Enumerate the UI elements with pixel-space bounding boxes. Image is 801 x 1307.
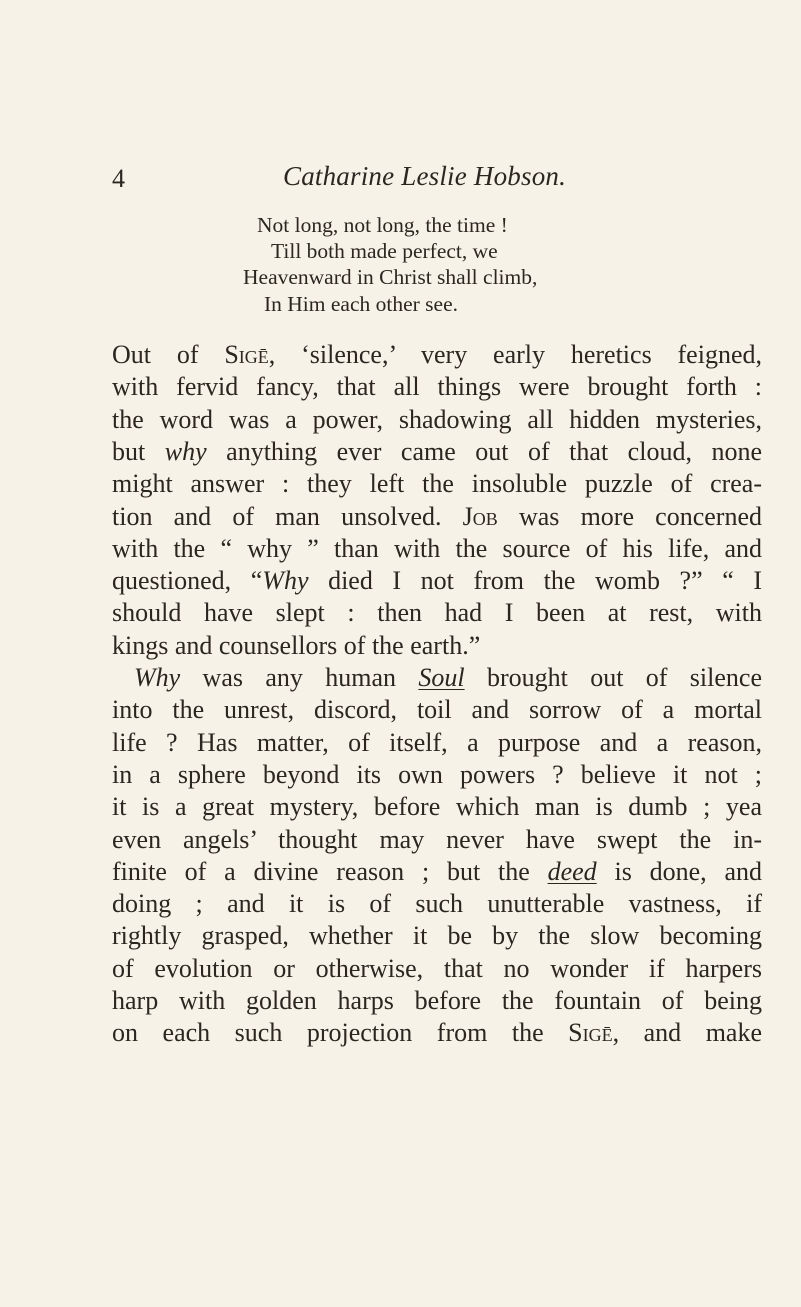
prose-text-segment: harp with golden harps before the fountain of being <box>112 986 762 1015</box>
poem-line: In Him each other see. <box>264 292 459 316</box>
prose-line <box>112 500 762 533</box>
prose-text-segment: tion and of man unsolved. <box>112 501 463 531</box>
prose-text-segment: was more concerned <box>497 501 762 531</box>
prose-text-segment: on each such projection from the <box>112 1018 569 1048</box>
prose-text-segment: Why <box>134 663 181 692</box>
prose-text-segment: in a sphere beyond its own powers ? believe it not ; <box>112 759 762 789</box>
prose-text-segment: brought out of silence <box>464 663 762 692</box>
prose-text-segment: even angels’ thought may never have swept the in- <box>112 824 762 854</box>
prose-text-segment: , ‘silence,’ very early heretics feigned, <box>268 340 762 369</box>
prose-line <box>112 726 762 759</box>
prose-line <box>112 435 762 468</box>
prose-text-segment: but <box>112 436 165 466</box>
prose-text-segment: it is a great mystery, before which man is dumb ; yea <box>112 792 762 822</box>
prose-text-segment: with fervid fancy, that all things were brought forth : <box>112 372 762 402</box>
prose-text-segment: Sigē <box>568 1018 613 1048</box>
prose-text-segment: might answer : they left the insoluble puzzle of crea- <box>112 469 762 499</box>
prose-text-segment: the word was a power, shadowing all hidden mysteries, <box>112 404 762 434</box>
prose-text-segment: why <box>164 436 207 466</box>
prose-line <box>112 370 762 403</box>
prose-text-segment: into the unrest, discord, toil and sorrow of a mortal <box>112 695 762 725</box>
prose-line <box>112 564 762 597</box>
prose-line <box>112 693 762 726</box>
prose-line <box>112 952 762 985</box>
prose-line <box>112 629 762 662</box>
prose-line <box>112 338 762 371</box>
prose-line <box>112 823 762 856</box>
prose-text-segment: with the “ why ” than with the source of his life, and <box>112 533 762 563</box>
prose-line <box>112 1016 762 1049</box>
page-number: 4 <box>112 164 125 193</box>
prose-text-segment: doing ; and it is of such unutterable vastness, if <box>112 889 762 919</box>
prose-text-segment: finite of a divine reason ; but the <box>112 856 548 886</box>
prose-line <box>112 790 762 823</box>
prose-text-segment: life ? Has matter, of itself, a purpose and a reason, <box>112 727 762 757</box>
prose-text-segment: should have slept : then had I been at rest, with <box>112 598 762 628</box>
prose-line <box>112 887 762 920</box>
poem-line: Till both made perfect, we <box>271 239 498 263</box>
prose-text-segment: Out of <box>112 340 225 369</box>
poem-line: Not long, not long, the time ! <box>257 213 508 237</box>
prose-line <box>112 596 762 629</box>
prose-text-segment: Why <box>262 566 309 596</box>
prose-text-segment: kings and counsellors of the earth.” <box>112 630 481 660</box>
prose-line <box>134 661 762 694</box>
prose-text-segment: questioned, “ <box>112 566 263 596</box>
prose-text-segment: Soul <box>418 663 465 692</box>
prose-text-segment: anything ever came out of that cloud, none <box>206 436 762 466</box>
prose-text-segment: of evolution or otherwise, that no wonder if harpers <box>112 953 762 983</box>
prose-line <box>112 532 762 565</box>
prose-line <box>112 758 762 791</box>
prose-line <box>112 919 762 952</box>
poem-line: Heavenward in Christ shall climb, <box>243 265 538 289</box>
prose-text-segment: rightly grasped, whether it be by the slow becoming <box>112 921 762 951</box>
prose-text-segment: is done, and <box>596 856 763 886</box>
prose-text-segment: Sigē <box>224 340 269 369</box>
running-head: Catharine Leslie Hobson. <box>283 161 567 191</box>
page-header <box>0 158 801 198</box>
prose-text-segment: died I not from the womb ?” “ I <box>308 566 762 596</box>
prose-line <box>112 855 762 888</box>
prose-text-segment: was any human <box>180 663 419 692</box>
prose-line <box>112 467 762 500</box>
prose-line <box>112 403 762 436</box>
prose-text-segment: , and make <box>612 1018 763 1048</box>
prose-text-segment: Job <box>462 501 498 531</box>
prose-text-segment: deed <box>547 856 597 886</box>
prose-line <box>112 984 762 1017</box>
